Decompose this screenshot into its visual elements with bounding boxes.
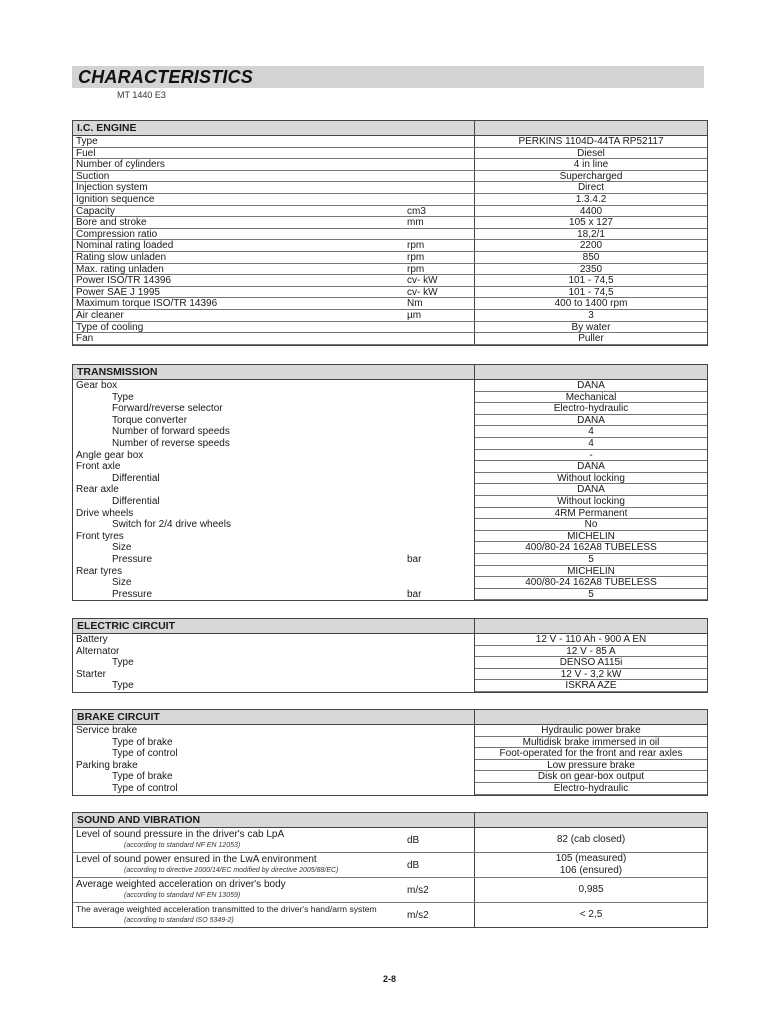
electric-title: ELECTRIC CIRCUIT	[73, 619, 475, 633]
electric-header	[73, 619, 707, 634]
row-unit: cv- kW	[407, 287, 475, 299]
table-row	[73, 136, 707, 148]
row-label: Switch for 2/4 drive wheels	[112, 519, 231, 531]
row-value: Diesel	[475, 148, 707, 160]
row-unit: dB	[407, 828, 475, 852]
row-value: 4	[475, 438, 707, 450]
row-label: Rear axle	[76, 484, 119, 496]
row-unit: rpm	[407, 264, 475, 276]
row-value: 12 V - 110 Ah - 900 A EN	[475, 634, 707, 646]
row-value: 2200	[475, 240, 707, 252]
row-unit	[407, 392, 475, 404]
table-row	[73, 783, 707, 795]
standard-note: (according to standard NF EN 12053)	[124, 842, 241, 849]
row-label: Fuel	[73, 148, 407, 160]
row-label: Capacity	[73, 206, 407, 218]
table-row	[73, 473, 707, 485]
row-label: Maximum torque ISO/TR 14396	[73, 298, 407, 310]
row-value	[475, 878, 707, 902]
value-line: < 2,5	[579, 909, 603, 920]
table-row	[73, 577, 707, 589]
engine-header	[73, 121, 707, 136]
row-label: Type	[73, 136, 407, 148]
row-unit	[407, 748, 475, 760]
table-row	[73, 657, 707, 669]
row-value: 1.3.4.2	[475, 194, 707, 206]
table-row	[73, 725, 707, 737]
row-unit	[407, 737, 475, 749]
table-row	[73, 333, 707, 345]
engine-title: I.C. ENGINE	[73, 121, 475, 135]
row-label-block	[73, 903, 407, 927]
row-value: DANA	[475, 415, 707, 427]
row-label: Rating slow unladen	[73, 252, 407, 264]
standard-note: (according to standard NF EN 13059)	[124, 892, 241, 899]
row-label: Angle gear box	[76, 449, 144, 461]
table-row	[73, 159, 707, 171]
row-label: Fan	[73, 333, 407, 345]
table-row	[73, 531, 707, 543]
row-label: Power ISO/TR 14396	[73, 275, 407, 287]
table-row	[73, 853, 707, 878]
row-value: Hydraulic power brake	[475, 725, 707, 737]
table-row	[73, 589, 707, 601]
row-unit	[407, 438, 475, 450]
row-unit: Nm	[407, 298, 475, 310]
row-label: Size	[112, 577, 132, 589]
value-line-2: 106 (ensured)	[559, 865, 623, 876]
row-label: Differential	[112, 472, 160, 484]
row-value: Electro-hydraulic	[475, 783, 707, 795]
row-unit	[407, 484, 475, 496]
table-row	[73, 403, 707, 415]
table-row	[73, 392, 707, 404]
row-label: Pressure	[112, 553, 153, 565]
table-row	[73, 148, 707, 160]
row-unit	[407, 771, 475, 783]
row-label: Drive wheels	[76, 507, 134, 519]
table-row	[73, 634, 707, 646]
table-row	[73, 298, 707, 310]
row-label: Size	[112, 542, 132, 554]
value-line: 105 (measured)	[555, 853, 627, 864]
table-row	[73, 438, 707, 450]
row-value: 400/80-24 162A8 TUBELESS	[475, 542, 707, 554]
row-label: Type of brake	[112, 771, 173, 783]
brake-title: BRAKE CIRCUIT	[73, 710, 475, 724]
row-label: Type	[112, 391, 134, 403]
table-row	[73, 542, 707, 554]
row-unit	[407, 148, 475, 160]
row-label: Number of forward speeds	[112, 426, 230, 438]
table-row	[73, 496, 707, 508]
table-row	[73, 903, 707, 927]
row-value: 101 - 74,5	[475, 287, 707, 299]
table-row	[73, 415, 707, 427]
row-label: Bore and stroke	[73, 217, 407, 229]
sound-title: SOUND AND VIBRATION	[73, 813, 475, 827]
row-unit	[407, 680, 475, 692]
table-row	[73, 760, 707, 772]
row-value: No	[475, 519, 707, 531]
row-value: 105 x 127	[475, 217, 707, 229]
row-value: Multidisk brake immersed in oil	[475, 737, 707, 749]
standard-note: (according to directive 2000/14/EC modified by directive 2005/88/EC)	[124, 867, 339, 874]
row-value: -	[475, 450, 707, 462]
row-label: Average weighted acceleration on driver's body	[76, 879, 286, 890]
row-value: MICHELIN	[475, 531, 707, 543]
transmission-title: TRANSMISSION	[73, 365, 475, 379]
page-number: 2-8	[383, 974, 397, 984]
row-label-block	[73, 828, 407, 852]
row-label: Front tyres	[76, 530, 124, 542]
row-unit	[407, 508, 475, 520]
table-row	[73, 450, 707, 462]
row-unit: m/s2	[407, 878, 475, 902]
table-row	[73, 737, 707, 749]
row-value: DANA	[475, 484, 707, 496]
row-value: 400 to 1400 rpm	[475, 298, 707, 310]
row-value: 4RM Permanent	[475, 508, 707, 520]
row-unit	[407, 461, 475, 473]
row-unit	[407, 531, 475, 543]
row-unit: bar	[407, 589, 475, 601]
row-value: Low pressure brake	[475, 760, 707, 772]
table-row	[73, 380, 707, 392]
row-label: Compression ratio	[73, 229, 407, 241]
table-row	[73, 878, 707, 903]
table-row	[73, 508, 707, 520]
row-value: Foot-operated for the front and rear axles	[475, 748, 707, 760]
row-label: Front axle	[76, 461, 121, 473]
row-value: ISKRA AZE	[475, 680, 707, 692]
table-row	[73, 484, 707, 496]
row-unit: rpm	[407, 252, 475, 264]
row-unit	[407, 669, 475, 681]
row-label: Number of cylinders	[73, 159, 407, 171]
row-label: Ignition sequence	[73, 194, 407, 206]
row-label: Type of control	[112, 748, 178, 760]
row-unit	[407, 577, 475, 589]
table-row	[73, 322, 707, 334]
table-row	[73, 206, 707, 218]
row-label: Alternator	[76, 645, 120, 657]
row-unit	[407, 519, 475, 531]
sound-header	[73, 813, 707, 828]
row-label-block	[73, 878, 407, 902]
table-row	[73, 229, 707, 241]
row-unit: dB	[407, 853, 475, 877]
value-line: 82 (cab closed)	[556, 834, 626, 845]
row-value: 3	[475, 310, 707, 322]
row-label: Battery	[76, 634, 108, 645]
row-label: Type of control	[112, 782, 178, 794]
table-row	[73, 680, 707, 692]
row-label: Forward/reverse selector	[112, 403, 223, 415]
table-row	[73, 461, 707, 473]
table-row	[73, 182, 707, 194]
row-value: Puller	[475, 333, 707, 345]
table-row	[73, 194, 707, 206]
table-row	[73, 554, 707, 566]
row-label: Pressure	[112, 588, 153, 600]
row-unit	[407, 542, 475, 554]
table-row	[73, 519, 707, 531]
row-label: Differential	[112, 495, 160, 507]
row-value: 5	[475, 589, 707, 601]
row-value: Without locking	[475, 473, 707, 485]
row-label-block	[73, 853, 407, 877]
table-row	[73, 264, 707, 276]
row-unit	[407, 760, 475, 772]
row-unit	[407, 159, 475, 171]
row-value: By water	[475, 322, 707, 334]
row-value: 400/80-24 162A8 TUBELESS	[475, 577, 707, 589]
row-value: Disk on gear-box output	[475, 771, 707, 783]
row-label: Level of sound power ensured in the LwA environment	[76, 854, 317, 865]
row-value: MICHELIN	[475, 566, 707, 578]
electric-section	[72, 618, 708, 693]
row-label: Service brake	[76, 725, 138, 736]
row-value: DANA	[475, 380, 707, 392]
row-unit	[407, 426, 475, 438]
row-unit	[407, 783, 475, 795]
row-unit	[407, 194, 475, 206]
row-label: Injection system	[73, 182, 407, 194]
row-value: 12 V - 85 A	[475, 646, 707, 658]
table-row	[73, 287, 707, 299]
row-value: Supercharged	[475, 171, 707, 183]
table-row	[73, 252, 707, 264]
row-label: Nominal rating loaded	[73, 240, 407, 252]
row-unit	[407, 450, 475, 462]
table-row	[73, 828, 707, 853]
model-subtitle: MT 1440 E3	[117, 90, 166, 100]
row-value: 2350	[475, 264, 707, 276]
row-label: Level of sound pressure in the driver's cab LpA	[76, 829, 285, 840]
row-unit: bar	[407, 554, 475, 566]
row-value: Electro-hydraulic	[475, 403, 707, 415]
row-unit	[407, 380, 475, 392]
row-label: Suction	[73, 171, 407, 183]
table-row	[73, 748, 707, 760]
row-label: Number of reverse speeds	[112, 437, 230, 449]
row-value: Direct	[475, 182, 707, 194]
row-label: Max. rating unladen	[73, 264, 407, 276]
row-unit	[407, 182, 475, 194]
row-label: The average weighted acceleration transmitted to the driver's hand/arm system	[76, 904, 377, 914]
row-label: Type	[112, 657, 134, 669]
row-value: 4 in line	[475, 159, 707, 171]
row-value: PERKINS 1104D-44TA RP52117	[475, 136, 707, 148]
row-unit	[407, 634, 475, 646]
row-label: Torque converter	[112, 414, 188, 426]
row-label: Type of cooling	[73, 322, 407, 334]
row-unit	[407, 333, 475, 345]
row-label: Type of brake	[112, 736, 173, 748]
row-unit: µm	[407, 310, 475, 322]
table-row	[73, 275, 707, 287]
row-unit	[407, 322, 475, 334]
row-value: 5	[475, 554, 707, 566]
engine-section	[72, 120, 708, 346]
row-value: DENSO A115i	[475, 657, 707, 669]
table-row	[73, 669, 707, 681]
row-value: Without locking	[475, 496, 707, 508]
row-unit: m/s2	[407, 903, 475, 927]
sound-section	[72, 812, 708, 928]
brake-section	[72, 709, 708, 796]
row-unit: cv- kW	[407, 275, 475, 287]
transmission-section	[72, 364, 708, 601]
page-title: CHARACTERISTICS	[78, 67, 254, 87]
row-unit: cm3	[407, 206, 475, 218]
row-value: 4400	[475, 206, 707, 218]
row-value: 101 - 74,5	[475, 275, 707, 287]
row-unit	[407, 725, 475, 737]
standard-note: (according to standard ISO 5349-2)	[124, 917, 234, 924]
row-unit: rpm	[407, 240, 475, 252]
row-label: Air cleaner	[73, 310, 407, 322]
row-label: Starter	[76, 668, 107, 680]
row-unit	[407, 136, 475, 148]
row-value: 12 V - 3,2 kW	[475, 669, 707, 681]
transmission-header	[73, 365, 707, 380]
row-label: Gear box	[76, 380, 118, 391]
row-label: Parking brake	[76, 759, 138, 771]
value-line: 0,985	[578, 884, 604, 895]
row-label: Rear tyres	[76, 565, 123, 577]
row-value: 850	[475, 252, 707, 264]
row-unit	[407, 496, 475, 508]
row-label: Power SAE J 1995	[73, 287, 407, 299]
row-unit	[407, 171, 475, 183]
row-value	[475, 903, 707, 927]
row-value: Mechanical	[475, 392, 707, 404]
table-row	[73, 566, 707, 578]
table-row	[73, 171, 707, 183]
row-value: 18,2/1	[475, 229, 707, 241]
table-row	[73, 426, 707, 438]
brake-header	[73, 710, 707, 725]
row-unit	[407, 473, 475, 485]
table-row	[73, 217, 707, 229]
row-label: Type	[112, 680, 134, 692]
table-row	[73, 310, 707, 322]
row-unit	[407, 646, 475, 658]
row-unit	[407, 566, 475, 578]
table-row	[73, 240, 707, 252]
table-row	[73, 646, 707, 658]
row-unit	[407, 415, 475, 427]
row-value	[475, 853, 707, 877]
row-unit	[407, 229, 475, 241]
row-unit: mm	[407, 217, 475, 229]
table-row	[73, 771, 707, 783]
row-value: 4	[475, 426, 707, 438]
row-unit	[407, 403, 475, 415]
row-value: DANA	[475, 461, 707, 473]
row-unit	[407, 657, 475, 669]
row-value	[475, 828, 707, 852]
